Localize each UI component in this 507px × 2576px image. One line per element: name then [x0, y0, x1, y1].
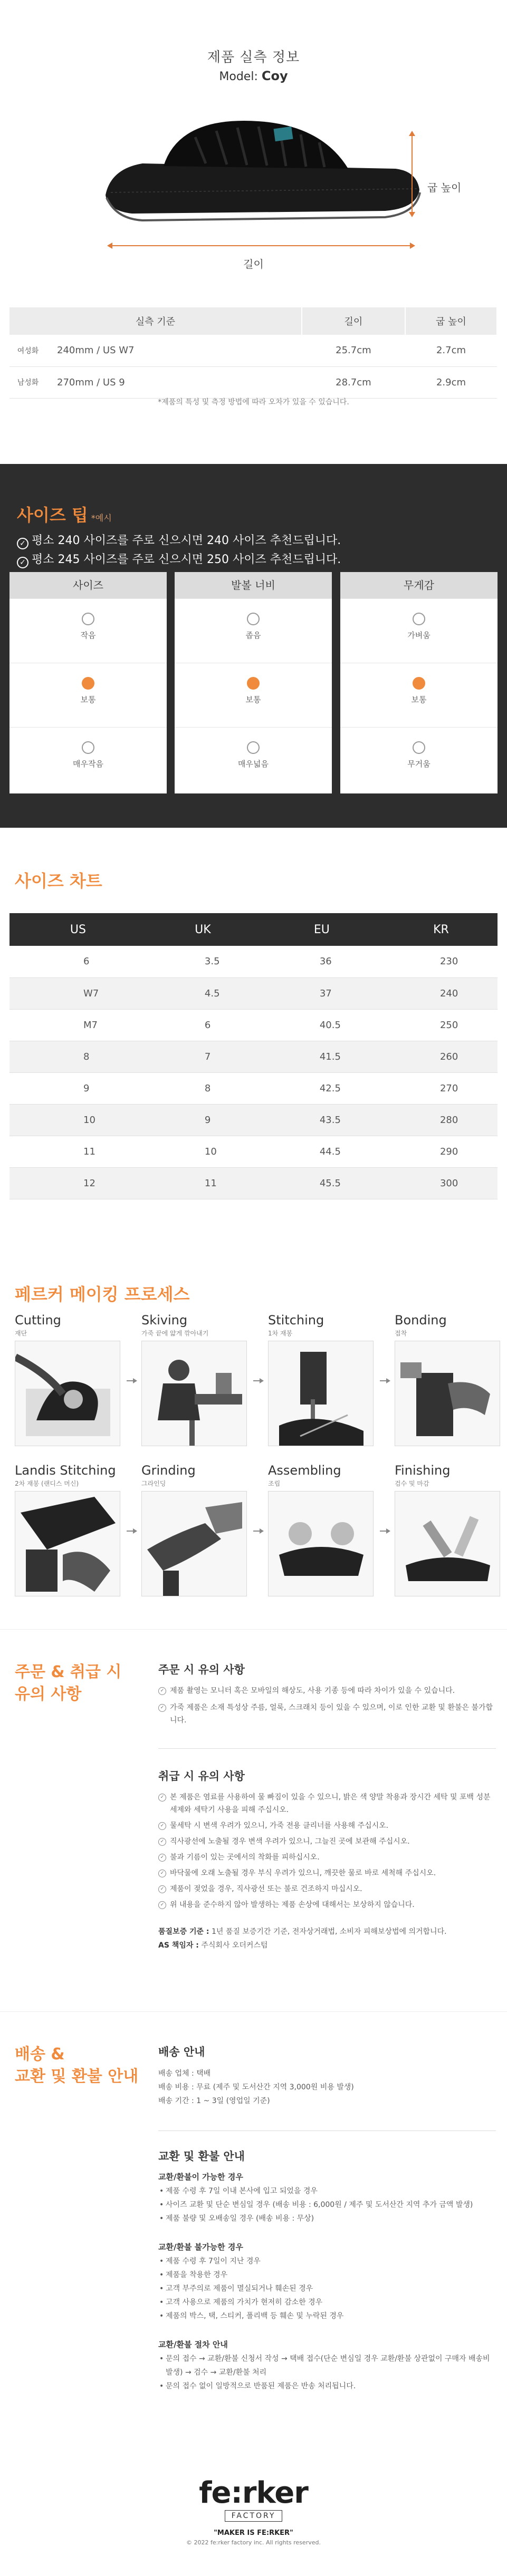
step-name: Finishing	[395, 1463, 451, 1478]
cell: 10	[147, 1136, 259, 1167]
procedure-title: 교환/환불 절차 안내	[158, 2340, 228, 2349]
cell: 41.5	[259, 1041, 385, 1072]
tip-option	[175, 663, 332, 727]
tip-columns	[9, 572, 498, 793]
cell: 10	[9, 1104, 147, 1136]
cell: 8	[147, 1072, 259, 1104]
tip-option-label: 보통	[411, 695, 427, 704]
step-sub: 그라인딩	[141, 1480, 166, 1487]
cell: 300	[385, 1167, 498, 1199]
caution-heading	[15, 1661, 121, 1706]
handling-caution-title: 취급 시 유의 사항	[158, 1770, 245, 1783]
col-header: 굽 높이	[405, 307, 497, 335]
warranty-text: 1년 품질 보증기간 기준, 전자상거래법, 소비자 피해보상법에 의거합니다.	[211, 1928, 447, 1936]
size-chart-title: 사이즈 차트	[15, 871, 102, 891]
list-item: • 고객 부주의로 제품이 멸실되거나 훼손된 경우	[158, 2282, 496, 2296]
exchange-title: 교환 및 환불 안내	[158, 2150, 245, 2163]
model-line	[0, 69, 507, 83]
delivery-line: 배송 기간 : 1 ~ 3일 (영업일 기준)	[158, 2097, 270, 2105]
cell: 6	[147, 1009, 259, 1041]
delivery-line: 배송 업체 : 택배	[158, 2069, 211, 2078]
cell: 4.5	[147, 977, 259, 1009]
tip-option	[9, 598, 167, 663]
cell: 6	[9, 946, 147, 977]
list-item-text: 제품 촬영는 모니터 혹은 모바일의 해상도, 사용 기종 등에 따라 차이가 있을 수 있습니다.	[170, 1687, 455, 1695]
bonding-photo	[395, 1341, 500, 1446]
step-sub: 검수 및 마감	[395, 1480, 429, 1487]
step-sub: 1차 재봉	[268, 1330, 293, 1337]
cell: 240	[385, 977, 498, 1009]
row-label: 여성화	[9, 335, 46, 366]
process-step-stitching	[268, 1313, 374, 1446]
check-circle-icon: ✓	[158, 1885, 166, 1893]
check-circle-icon: ✓	[17, 557, 28, 568]
cell: 43.5	[259, 1104, 385, 1136]
row-standard: 240mm / US W7	[46, 335, 302, 366]
list-item-text: 제품이 젖었을 경우, 직사광선 또는 불로 건조하지 마십시오.	[170, 1885, 362, 1893]
cell: 45.5	[259, 1167, 385, 1199]
list-item	[158, 1835, 496, 1848]
tip-option-label: 매우작음	[73, 759, 103, 769]
process-step-grinding	[141, 1463, 247, 1596]
check-circle-icon: ✓	[158, 1822, 166, 1830]
logo-factory: FACTORY	[225, 2510, 283, 2522]
tip-option-label: 보통	[245, 695, 261, 704]
cell: 11	[147, 1167, 259, 1199]
process-step-finishing	[395, 1463, 500, 1596]
size-tip-title	[17, 502, 112, 526]
step-sub: 가죽 끝에 얇게 깎아내기	[141, 1330, 209, 1337]
size-tip-example: *예시	[91, 513, 112, 523]
cell: M7	[9, 1009, 147, 1041]
landis-photo	[15, 1491, 120, 1596]
arrow-icon	[127, 1380, 136, 1381]
delivery-info	[158, 2044, 496, 2108]
list-item	[158, 1883, 496, 1895]
step-name: Bonding	[395, 1313, 447, 1328]
row-length: 25.7cm	[302, 335, 405, 366]
col-header-kr: KR	[385, 913, 498, 946]
check-circle-icon: ✓	[17, 538, 28, 549]
as-label: AS 책임자 :	[158, 1941, 199, 1950]
list-item-text: 물세탁 시 변색 우려가 있으니, 가죽 전용 클리너를 사용해 주십시오.	[170, 1822, 389, 1830]
tip-option-label: 작음	[80, 631, 96, 640]
list-item	[158, 1899, 496, 1911]
cell: 290	[385, 1136, 498, 1167]
impossible-title: 교환/환불 불가능한 경우	[158, 2242, 243, 2252]
row-heel: 2.9cm	[405, 366, 497, 398]
possible-title: 교환/환불이 가능한 경우	[158, 2172, 243, 2182]
check-circle-icon: ✓	[158, 1870, 166, 1877]
tip-option	[175, 727, 332, 791]
tip-text: 평소 245 사이즈를 주로 신으시면 250 사이즈 추천드립니다.	[32, 553, 341, 566]
list-item: • 고객 사용으로 제품의 가치가 현저히 감소한 경우	[158, 2296, 496, 2309]
cell: 270	[385, 1072, 498, 1104]
stitching-photo	[268, 1341, 374, 1446]
list-item: • 제품 불량 및 오배송일 경우 (배송 비용 : 무상)	[158, 2212, 496, 2225]
making-process-section	[0, 1281, 507, 1629]
table-row	[9, 335, 497, 366]
cell: 7	[147, 1041, 259, 1072]
assembling-photo	[268, 1491, 374, 1596]
cell: 280	[385, 1104, 498, 1136]
arrow-icon	[253, 1531, 263, 1532]
process-step-assembling	[268, 1463, 374, 1596]
model-label: Model:	[219, 70, 258, 83]
list-item-text: 가죽 제품은 소재 특성상 주름, 얼룩, 스크래치 등이 있을 수 있으며, 이로 인한 교환 및 환불은 불가합니다.	[170, 1703, 493, 1725]
tip-column-weight	[340, 572, 498, 793]
shipping-heading	[15, 2044, 138, 2088]
list-item-text: 바닥물에 오래 노출될 경우 부식 우려가 있으니, 깨끗한 물로 바로 세척해 주십시오.	[170, 1869, 436, 1877]
step-name: Grinding	[141, 1463, 196, 1478]
check-circle-icon: ✓	[158, 1854, 166, 1862]
cell: 3.5	[147, 946, 259, 977]
heel-height-label: 굽 높이	[427, 181, 462, 194]
radio-selected-icon	[82, 677, 94, 690]
radio-icon	[413, 741, 425, 754]
radio-icon	[82, 741, 94, 754]
tip-column-header: 발볼 너비	[175, 572, 332, 598]
list-item	[158, 1701, 496, 1727]
col-header-uk: UK	[147, 913, 259, 946]
grinding-photo	[141, 1491, 247, 1596]
process-step-cutting	[15, 1313, 120, 1446]
cutting-photo	[15, 1341, 120, 1446]
list-item	[158, 1867, 496, 1880]
list-item: • 문의 접수 → 교환/환불 신청서 작성 → 택배 접수(단순 변심일 경우 교환/환불 상관없이 구매자 배송비 발생) → 검수 → 교환/환불 처리	[158, 2352, 496, 2379]
tip-text: 평소 240 사이즈를 주로 신으시면 240 사이즈 추천드립니다.	[32, 534, 341, 547]
col-header-eu: EU	[259, 913, 385, 946]
delivery-title: 배송 안내	[158, 2046, 205, 2058]
process-step-bonding	[395, 1313, 500, 1446]
logo-mark: fe:rker	[199, 2476, 308, 2510]
tip-option	[340, 727, 498, 791]
cell: 230	[385, 946, 498, 977]
check-circle-icon: ✓	[158, 1838, 166, 1846]
cell: 40.5	[259, 1009, 385, 1041]
caution-heading-line: 주문 & 취급 시	[15, 1663, 122, 1681]
shipping-heading-line: 교환 및 환불 안내	[15, 2067, 139, 2086]
tip-column-header: 사이즈	[9, 572, 167, 598]
step-name: Landis Stitching	[15, 1463, 116, 1478]
brand-logo	[0, 2476, 507, 2546]
table-row	[9, 1072, 498, 1104]
logo-copyright: © 2022 fe:rker factory inc. All rights reserved.	[186, 2539, 321, 2546]
finishing-photo	[395, 1491, 500, 1596]
warranty-label: 품질보증 기준 :	[158, 1928, 209, 1936]
cell: 42.5	[259, 1072, 385, 1104]
step-name: Skiving	[141, 1313, 188, 1328]
skiving-photo	[141, 1341, 247, 1446]
tip-column-header: 무게감	[340, 572, 498, 598]
tip-option	[340, 598, 498, 663]
list-item	[158, 1684, 496, 1697]
step-sub: 2차 재봉 (랜디스 머신)	[15, 1480, 79, 1487]
measurement-title: 제품 실측 정보	[207, 50, 300, 65]
table-row	[9, 1041, 498, 1072]
radio-icon	[247, 613, 260, 625]
handling-caution	[158, 1768, 496, 1952]
list-item: • 제품 수령 후 7일 이내 본사에 입고 되었을 경우	[158, 2184, 496, 2198]
tip-line	[17, 531, 341, 549]
table-row	[9, 1104, 498, 1136]
check-circle-icon: ✓	[158, 1704, 166, 1712]
cell: 9	[9, 1072, 147, 1104]
tip-option-label: 좁음	[245, 631, 261, 640]
cell: 12	[9, 1167, 147, 1199]
row-standard: 270mm / US 9	[46, 366, 302, 398]
col-header-us: US	[9, 913, 147, 946]
tip-column-width	[175, 572, 332, 793]
list-item: • 제품의 박스, 택, 스티커, 폴리백 등 훼손 및 누락된 경우	[158, 2309, 496, 2323]
check-circle-icon: ✓	[158, 1901, 166, 1909]
caution-heading-line: 유의 사항	[15, 1685, 82, 1703]
radio-selected-icon	[247, 677, 260, 690]
table-row	[9, 1009, 498, 1041]
arrow-icon	[380, 1380, 389, 1381]
list-item: • 문의 접수 없이 일방적으로 반품된 제품은 반송 처리됩니다.	[158, 2379, 496, 2393]
step-sub: 접착	[395, 1330, 407, 1337]
list-item	[158, 1851, 496, 1864]
list-item: • 제품을 착용한 경우	[158, 2268, 496, 2282]
arrow-icon	[380, 1531, 389, 1532]
length-arrow	[108, 245, 414, 246]
size-tip-heading: 사이즈 팁	[17, 505, 88, 525]
measurement-table	[9, 307, 498, 399]
cell: 8	[9, 1041, 147, 1072]
table-row	[9, 1167, 498, 1199]
step-name: Stitching	[268, 1313, 324, 1328]
as-text: 주식회사 오더커스텀	[201, 1941, 268, 1950]
size-chart-table	[9, 913, 498, 1199]
cell: 260	[385, 1041, 498, 1072]
making-process-title: 페르커 메이킹 프로세스	[15, 1284, 190, 1304]
step-sub: 조립	[268, 1480, 281, 1487]
as-line	[158, 1939, 496, 1952]
table-row	[9, 366, 497, 398]
tip-column-size	[9, 572, 167, 793]
tip-option	[9, 727, 167, 791]
row-length: 28.7cm	[302, 366, 405, 398]
cell: 44.5	[259, 1136, 385, 1167]
list-item: • 제품 수령 후 7일이 지난 경우	[158, 2254, 496, 2268]
radio-selected-icon	[413, 677, 425, 690]
arrow-icon	[253, 1380, 263, 1381]
row-label: 남성화	[9, 366, 46, 398]
tip-option-label: 보통	[80, 695, 96, 704]
radio-icon	[247, 741, 260, 754]
measurement-section	[0, 0, 507, 464]
table-row	[9, 1136, 498, 1167]
check-circle-icon: ✓	[158, 1794, 166, 1802]
caution-section	[0, 1629, 507, 2011]
table-row	[9, 946, 498, 977]
model-name: Coy	[261, 69, 288, 83]
order-caution-title: 주문 시 유의 사항	[158, 1663, 245, 1676]
warranty-line	[158, 1925, 496, 1939]
order-caution	[158, 1661, 496, 1727]
length-label: 길이	[243, 258, 264, 270]
cell: 9	[147, 1104, 259, 1136]
tip-option-label: 매우넓음	[238, 759, 269, 769]
row-heel: 2.7cm	[405, 335, 497, 366]
cell: W7	[9, 977, 147, 1009]
tip-option	[340, 663, 498, 727]
process-step-landis	[15, 1463, 120, 1596]
list-item	[158, 1819, 496, 1832]
exchange-info	[158, 2148, 496, 2393]
heel-height-arrow	[412, 132, 413, 216]
arrow-icon	[127, 1531, 136, 1532]
step-sub: 재단	[15, 1330, 27, 1337]
list-item	[158, 1791, 496, 1816]
tip-option-label: 무거움	[407, 759, 431, 769]
sandal-image	[100, 105, 427, 227]
radio-icon	[82, 613, 94, 625]
list-item-text: 불과 기름이 있는 곳에서의 착화를 피하십시오.	[170, 1853, 320, 1862]
size-tip-section	[0, 464, 507, 828]
list-item: • 사이즈 교환 및 단순 변심일 경우 (배송 비용 : 6,000원 / 제주 및 도서산간 지역 추가 금액 발생)	[158, 2198, 496, 2212]
cell: 37	[259, 977, 385, 1009]
logo-tagline: "MAKER IS FE:RKER"	[214, 2529, 293, 2537]
check-circle-icon: ✓	[158, 1687, 166, 1695]
list-item-text: 위 내용을 준수하지 않아 발생하는 제품 손상에 대해서는 보상하지 않습니다.	[170, 1901, 415, 1909]
radio-icon	[413, 613, 425, 625]
list-item-text: 본 제품은 염료를 사용하여 물 빠짐이 있을 수 있으니, 밝은 색 양말 착용과 장시간 세탁 및 포백 성분 세제와 세탁기 사용을 피해 주십시오.	[170, 1793, 491, 1814]
measurement-note: *제품의 특성 및 측정 방법에 따라 오차가 있을 수 있습니다.	[158, 398, 349, 406]
tip-option	[175, 598, 332, 663]
tip-option	[9, 663, 167, 727]
tip-line	[17, 550, 341, 568]
tip-option-label: 가벼움	[407, 631, 431, 640]
shipping-heading-line: 배송 &	[15, 2045, 65, 2064]
col-header: 길이	[302, 307, 405, 335]
step-name: Cutting	[15, 1313, 61, 1328]
list-item-text: 직사광선에 노출될 경우 변색 우려가 있으니, 그늘진 곳에 보관해 주십시오.	[170, 1837, 410, 1846]
cell: 11	[9, 1136, 147, 1167]
cell: 36	[259, 946, 385, 977]
shipping-section	[0, 2011, 507, 2575]
col-header: 실측 기준	[9, 307, 302, 335]
step-name: Assembling	[268, 1463, 341, 1478]
delivery-line: 배송 비용 : 무료 (제주 및 도서산간 지역 3,000원 비용 발생)	[158, 2083, 354, 2091]
table-row	[9, 977, 498, 1009]
process-step-skiving	[141, 1313, 247, 1446]
divider	[158, 1748, 496, 1749]
divider	[158, 2130, 496, 2131]
cell: 250	[385, 1009, 498, 1041]
size-chart-section	[0, 828, 507, 1281]
